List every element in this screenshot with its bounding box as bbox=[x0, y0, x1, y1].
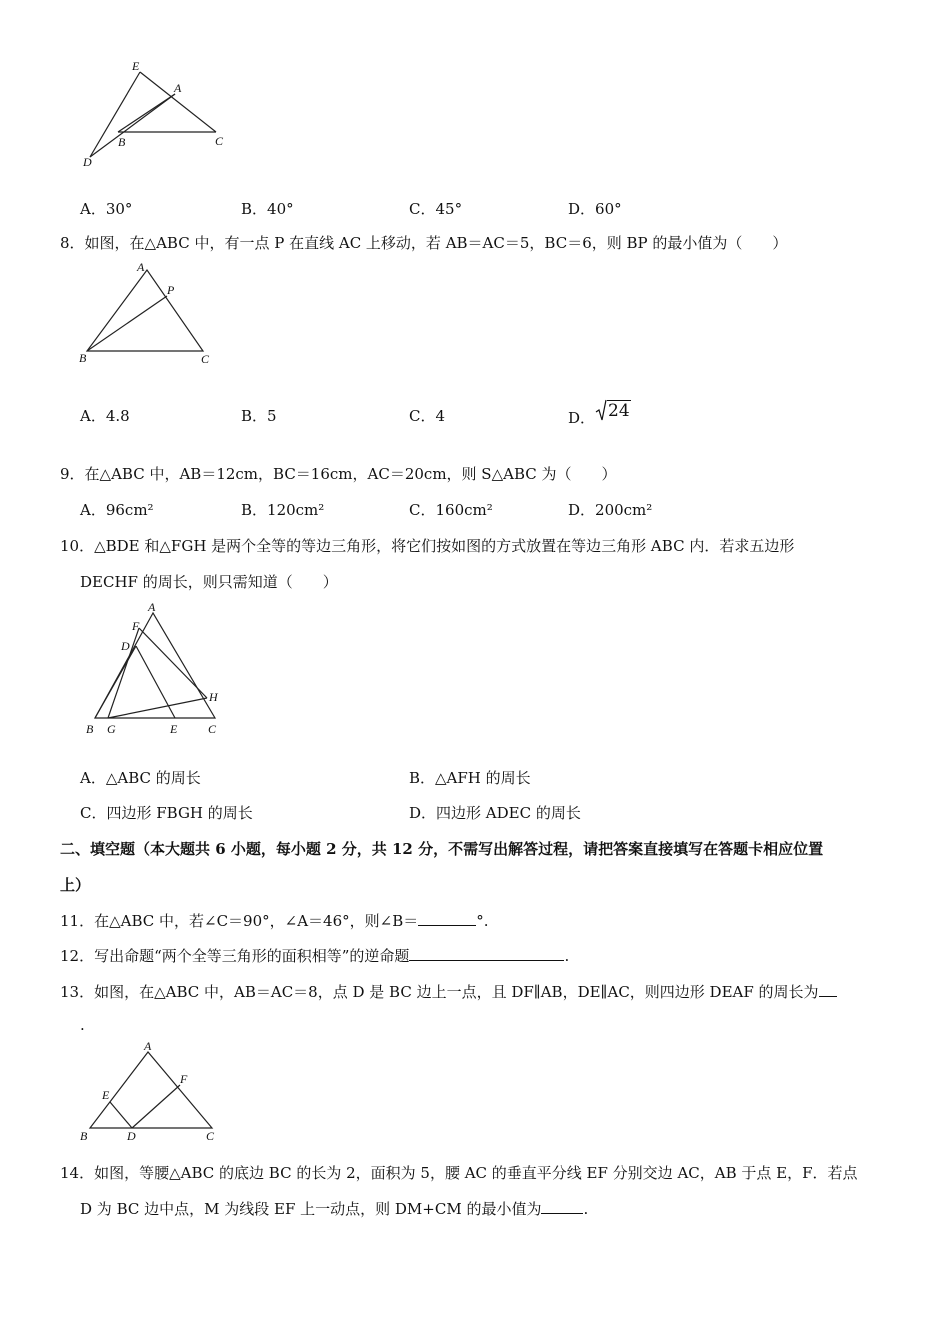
q10-label-A: A bbox=[148, 600, 156, 614]
q10-figure bbox=[80, 598, 235, 743]
q7-label-C: C bbox=[215, 134, 224, 148]
q8-label-A: A bbox=[137, 260, 145, 274]
q9-option-c: C．160cm² bbox=[409, 501, 493, 519]
q14-text: D 为 BC 边中点，M 为线段 EF 上一动点，则 DM+CM 的最小值为 bbox=[80, 1200, 542, 1218]
q10-label-H: H bbox=[209, 690, 218, 704]
q11-text-end: °. bbox=[476, 912, 489, 930]
q7-option-a: A．30° bbox=[80, 200, 133, 218]
q10-option-d: D．四边形 ADEC 的周长 bbox=[409, 804, 581, 822]
q10-label-G: G bbox=[107, 722, 116, 736]
q13-label-A: A bbox=[144, 1040, 152, 1053]
q12-question bbox=[60, 945, 569, 966]
q10-label-C: C bbox=[208, 722, 217, 736]
q10-option-b: B．△AFH 的周长 bbox=[409, 769, 531, 787]
q11-question bbox=[60, 910, 489, 931]
section2-heading-line2: 上） bbox=[60, 876, 91, 894]
q7-option-b: B．40° bbox=[241, 200, 294, 218]
q7-label-A: A bbox=[174, 81, 182, 95]
q8-label-P: P bbox=[167, 283, 175, 297]
q8-label-C: C bbox=[201, 352, 210, 366]
q13-label-D: D bbox=[127, 1129, 136, 1143]
q13-question bbox=[60, 981, 837, 1002]
q10-option-c: C．四边形 FBGH 的周长 bbox=[80, 804, 253, 822]
q8-option-b: B．5 bbox=[241, 407, 277, 425]
q8-sqrt-value: 24 bbox=[608, 401, 630, 421]
q13-figure bbox=[75, 1040, 225, 1145]
q10-label-D: D bbox=[121, 639, 130, 653]
q13-label-B: B bbox=[80, 1129, 88, 1143]
q10-option-a: A．△ABC 的周长 bbox=[80, 769, 201, 787]
q10-question-line2: DECHF 的周长，则只需知道（ ） bbox=[80, 573, 338, 591]
q13-label-E: E bbox=[102, 1088, 110, 1102]
q14-question-line1: 14．如图，等腰△ABC 的底边 BC 的长为 2，面积为 5，腰 AC 的垂直平分线 EF 分别交边 AC，AB 于点 E，F．若点 bbox=[60, 1164, 858, 1182]
q8-option-c: C．4 bbox=[409, 407, 446, 425]
q7-option-c: C．45° bbox=[409, 200, 463, 218]
q14-answer-blank[interactable] bbox=[541, 1199, 583, 1214]
q9-option-b: B．120cm² bbox=[241, 501, 325, 519]
q13-question-line2: . bbox=[80, 1016, 85, 1034]
q12-text-end: . bbox=[564, 947, 570, 965]
q8-option-d-letter: D． bbox=[568, 409, 596, 427]
q11-text: 11．在△ABC 中，若∠C＝90°，∠A＝46°，则∠B＝ bbox=[60, 912, 419, 930]
q9-option-a: A．96cm² bbox=[80, 501, 154, 519]
q8-question: 8．如图，在△ABC 中，有一点 P 在直线 AC 上移动，若 AB＝AC＝5，BC＝6，则 BP 的最小值为（ ） bbox=[60, 234, 788, 252]
q7-option-d: D．60° bbox=[568, 200, 622, 218]
q9-option-d: D．200cm² bbox=[568, 501, 653, 519]
q14-text-end: . bbox=[583, 1200, 589, 1218]
q8-option-d bbox=[568, 398, 631, 427]
q12-answer-blank[interactable] bbox=[409, 946, 564, 961]
q10-label-B: B bbox=[86, 722, 94, 736]
q13-answer-blank[interactable] bbox=[819, 982, 837, 997]
q9-question: 9．在△ABC 中，AB＝12cm，BC＝16cm，AC＝20cm，则 S△ABC 为（ ） bbox=[60, 465, 617, 483]
q8-label-B: B bbox=[79, 351, 87, 365]
sqrt-icon bbox=[595, 398, 607, 422]
q7-label-D: D bbox=[83, 155, 92, 169]
q10-label-E: E bbox=[170, 722, 178, 736]
q14-question-line2 bbox=[80, 1198, 588, 1219]
q10-label-F: F bbox=[132, 619, 140, 633]
q7-figure bbox=[78, 55, 238, 170]
q13-label-C: C bbox=[206, 1129, 215, 1143]
q8-figure bbox=[75, 258, 225, 373]
q11-answer-blank[interactable] bbox=[418, 911, 476, 926]
section2-heading-line1: 二、填空题（本大题共 6 小题，每小题 2 分，共 12 分，不需写出解答过程，请把答案直接填写在答题卡相应位置 bbox=[60, 840, 824, 858]
q10-question-line1: 10．△BDE 和△FGH 是两个全等的等边三角形，将它们按如图的方式放置在等边三角形 ABC 内．若求五边形 bbox=[60, 537, 795, 555]
q7-label-E: E bbox=[132, 59, 140, 73]
q7-label-B: B bbox=[118, 135, 126, 149]
q12-text: 12．写出命题“两个全等三角形的面积相等”的逆命题 bbox=[60, 947, 410, 965]
q13-label-F: F bbox=[180, 1072, 188, 1086]
q8-option-a: A．4.8 bbox=[80, 407, 130, 425]
q13-text: 13．如图，在△ABC 中，AB＝AC＝8，点 D 是 BC 边上一点，且 DF∥AB，DE∥AC，则四边形 DEAF 的周长为 bbox=[60, 983, 819, 1001]
